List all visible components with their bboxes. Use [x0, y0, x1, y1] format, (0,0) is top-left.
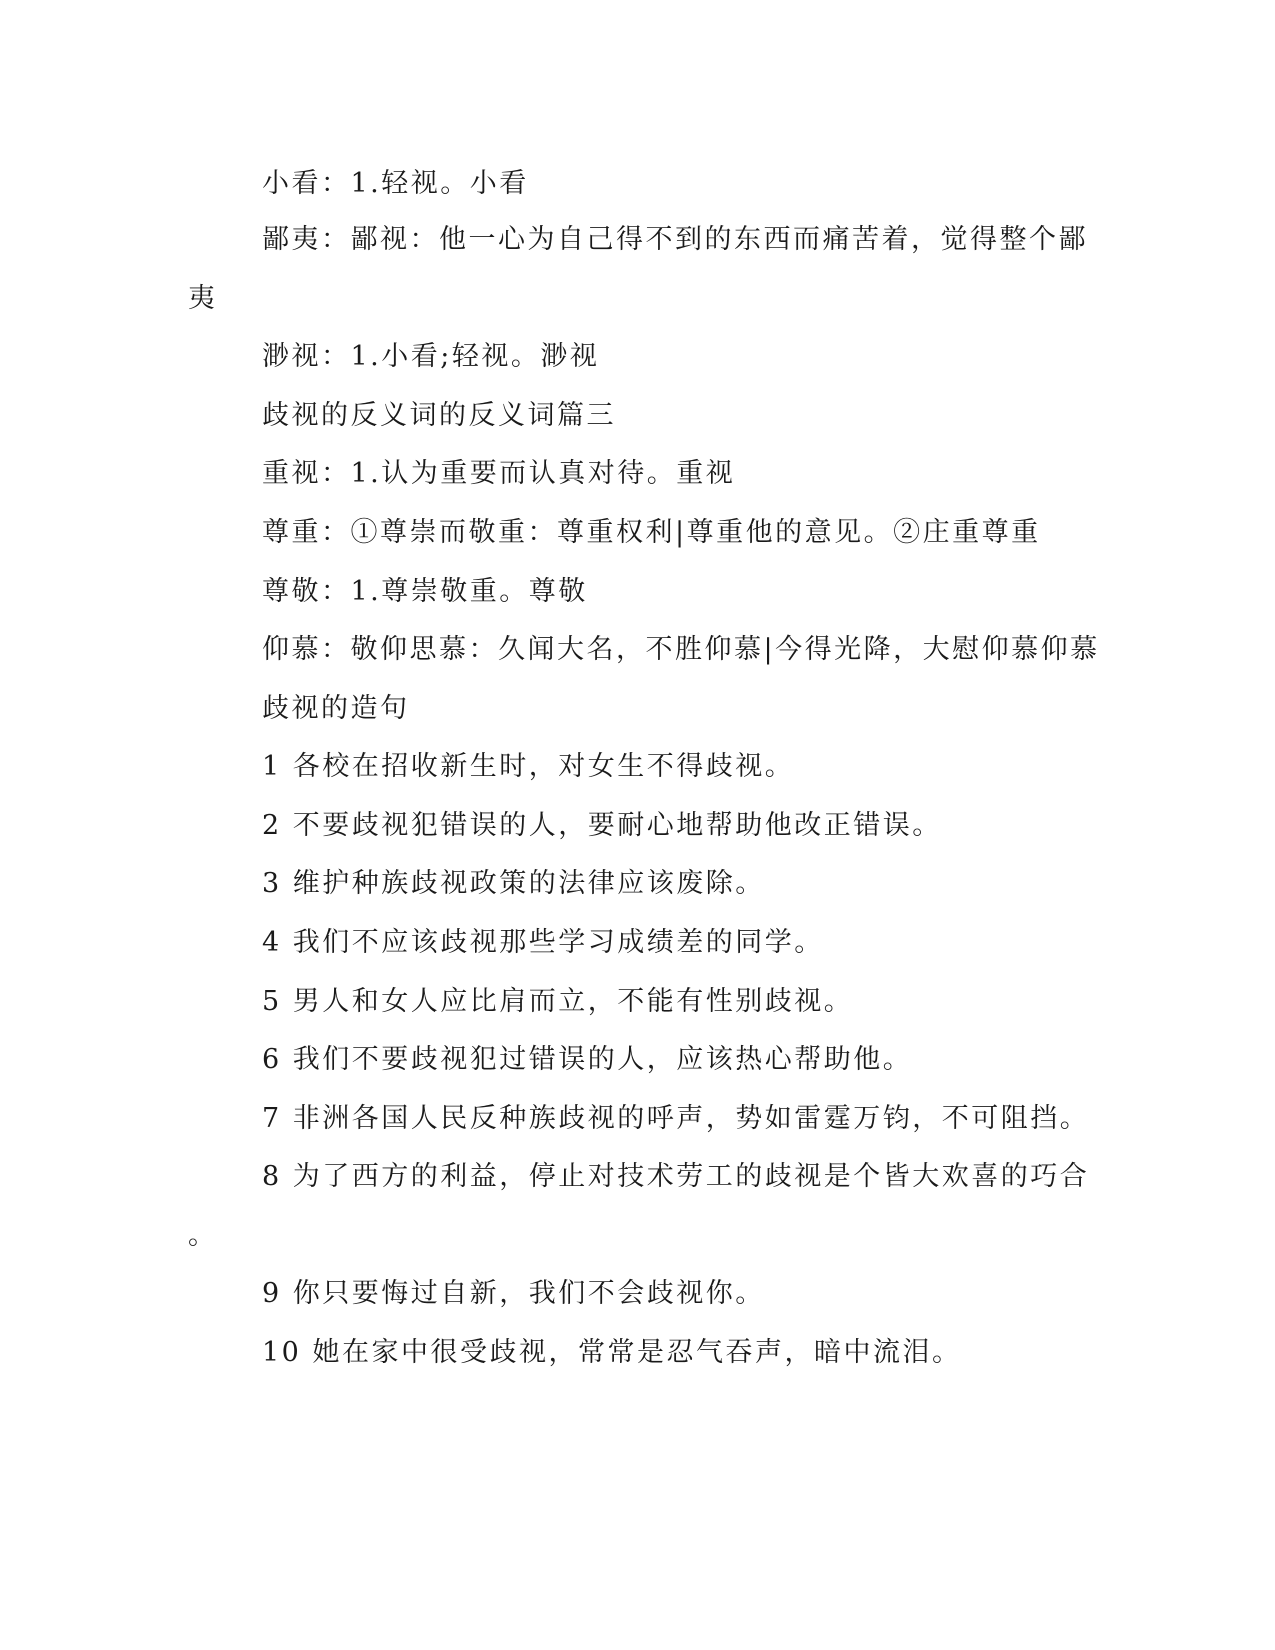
- sentence-item-10: 10 她在家中很受歧视，常常是忍气吞声，暗中流泪。: [262, 1337, 962, 1368]
- sentence-item-3: 3 维护种族歧视政策的法律应该废除。: [262, 868, 765, 899]
- sentence-item-4: 4 我们不应该歧视那些学习成绩差的同学。: [262, 927, 824, 958]
- text-line-miaoshi: 渺视：1.小看;轻视。渺视: [262, 341, 600, 372]
- sentence-item-7: 7 非洲各国人民反种族歧视的呼声，势如雷霆万钧，不可阻挡。: [262, 1103, 1090, 1134]
- sentence-item-9: 9 你只要悔过自新，我们不会歧视你。: [262, 1278, 765, 1309]
- sentence-item-2: 2 不要歧视犯错误的人，要耐心地帮助他改正错误。: [262, 810, 942, 841]
- text-line-zhongshi: 重视：1.认为重要而认真对待。重视: [262, 458, 736, 489]
- text-line-xiaokan: 小看：1.轻视。小看: [262, 168, 529, 199]
- section-heading-antonyms: 歧视的反义词的反义词篇三: [262, 400, 616, 431]
- sentence-item-5: 5 男人和女人应比肩而立，不能有性别歧视。: [262, 986, 854, 1017]
- sentence-item-8: 8 为了西方的利益，停止对技术劳工的歧视是个皆大欢喜的巧合: [262, 1161, 1090, 1192]
- section-heading-sentences: 歧视的造句: [262, 693, 410, 724]
- sentence-item-1: 1 各校在招收新生时，对女生不得歧视。: [262, 751, 795, 782]
- text-line-biyi-continued: 夷: [188, 283, 218, 314]
- text-line-zunjing: 尊敬：1.尊崇敬重。尊敬: [262, 576, 588, 607]
- text-line-biyi: 鄙夷：鄙视：他一心为自己得不到的东西而痛苦着，觉得整个鄙: [262, 224, 1088, 255]
- sentence-item-8-continued: 。: [188, 1220, 218, 1251]
- text-line-zunzhong: 尊重：①尊崇而敬重：尊重权利|尊重他的意见。②庄重尊重: [262, 517, 1041, 548]
- sentence-item-6: 6 我们不要歧视犯过错误的人，应该热心帮助他。: [262, 1044, 913, 1075]
- text-line-yangmu: 仰慕：敬仰思慕：久闻大名，不胜仰慕|今得光降，大慰仰慕仰慕: [262, 634, 1100, 665]
